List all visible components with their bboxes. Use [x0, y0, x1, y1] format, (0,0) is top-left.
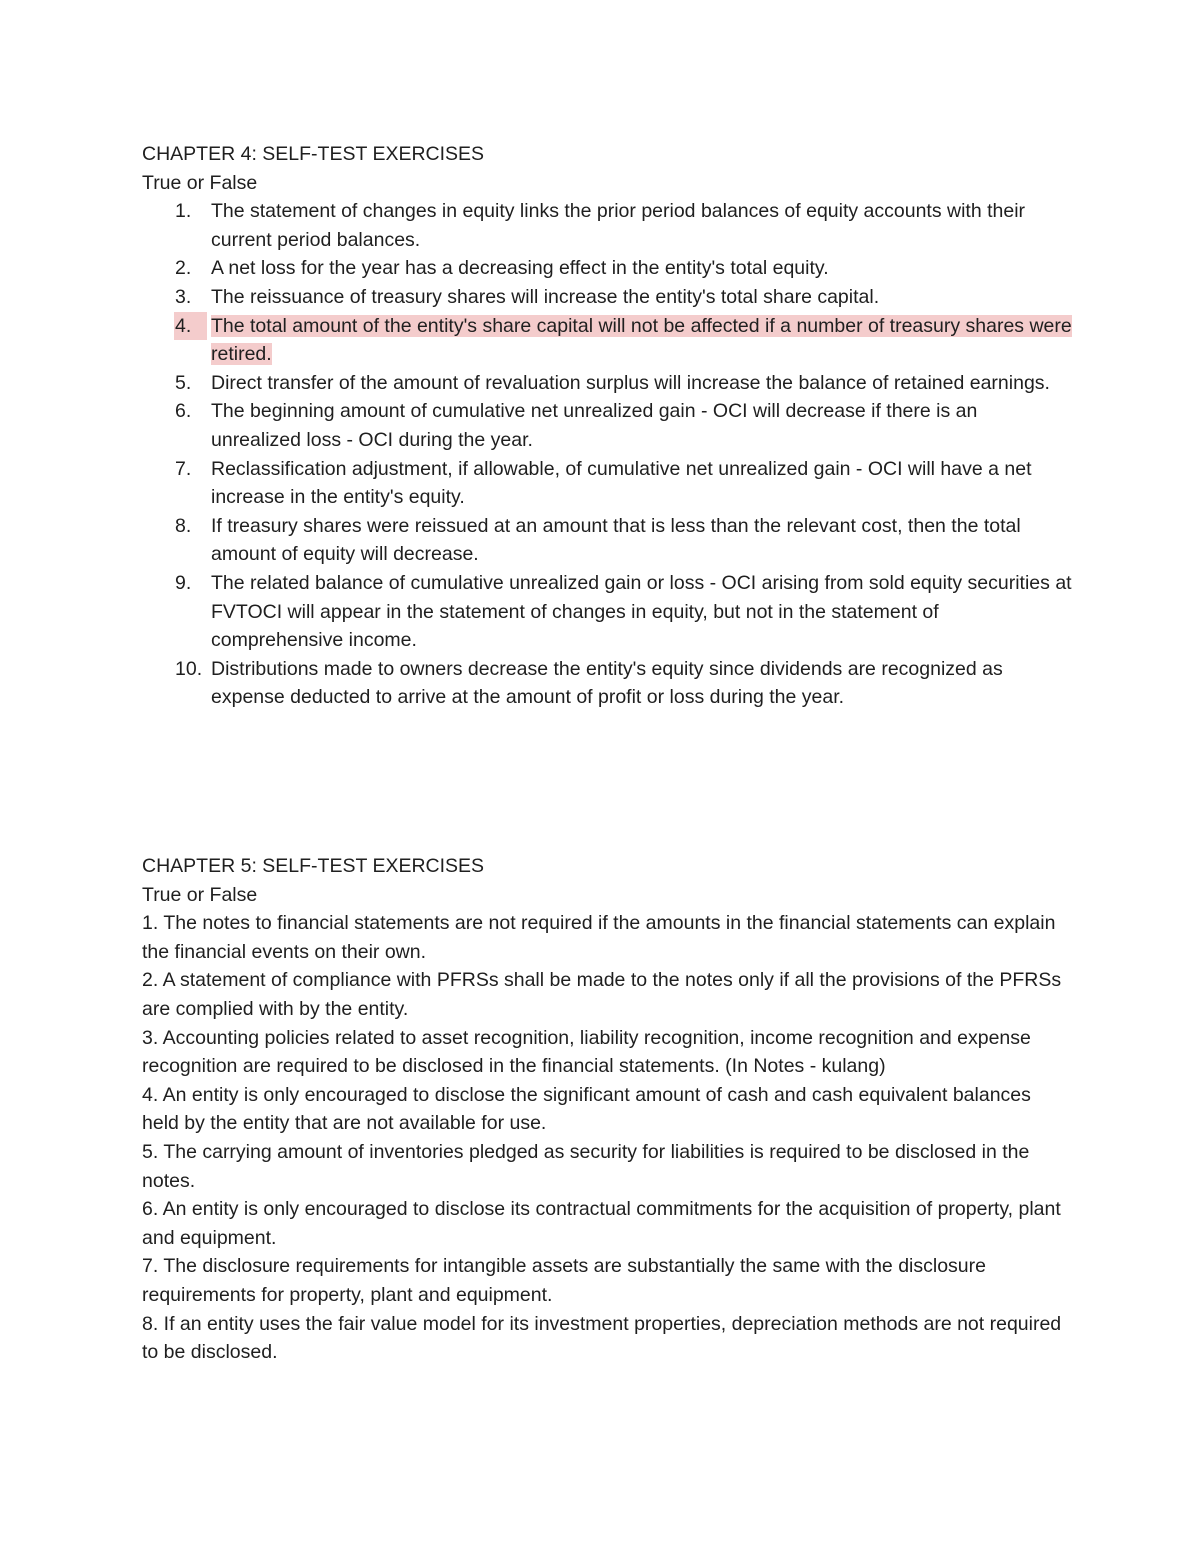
question-text: A net loss for the year has a decreasing effect in the entity's total equity. [211, 257, 829, 280]
list-item-highlighted: 4. The total amount of the entity's share capital will not be affected if a number of treasury shares were retired. [142, 312, 1072, 369]
list-item: 7. Reclassification adjustment, if allowable, of cumulative net unrealized gain - OCI will have a net increase in the entity's equity. [175, 457, 1032, 509]
question-text: The beginning amount of cumulative net unrealized gain - OCI will decrease if there is an unrealized loss - OCI during the year. [211, 400, 978, 451]
list-item: 3. The reissuance of treasury shares will increase the entity's total share capital. [175, 285, 880, 308]
chapter-4-subtitle: True or False [142, 171, 258, 194]
question-text: If treasury shares were reissued at an amount that is less than the relevant cost, then the total amount of equity will decrease. [211, 514, 1021, 566]
list-item: 10. Distributions made to owners decrease the entity's equity since dividends are recognized as expense deducted to arrive at the amount of profit or loss during the year. [175, 657, 1003, 709]
list-item: 9. The related balance of cumulative unrealized gain or loss - OCI arising from sold equity securities at FVTOCI will appear in the statement of changes in equity, but not in the statement of comprehensive income. [175, 571, 1072, 652]
chapter-4-section [142, 140, 1072, 712]
chapter-5-subtitle: True or False [142, 883, 258, 906]
list-item: 6. An entity is only encouraged to disclose its contractual commitments for the acquisition of property, plant and equipment. [142, 1198, 1061, 1249]
list-item: 2. A statement of compliance with PFRSs shall be made to the notes only if all the provisions of the PFRSs are complied with by the entity. [142, 969, 1062, 1020]
list-item: 2. A net loss for the year has a decreasing effect in the entity's total equity. [175, 257, 829, 280]
chapter-4-title: CHAPTER 4: SELF-TEST EXERCISES [142, 143, 485, 165]
list-item: 5. The carrying amount of inventories pledged as security for liabilities is required to be disclosed in the notes. [142, 1140, 1030, 1192]
list-item: 8. If treasury shares were reissued at an amount that is less than the relevant cost, then the total amount of equity will decrease. [175, 514, 1021, 566]
list-item: 5. Direct transfer of the amount of revaluation surplus will increase the balance of retained earnings. [175, 371, 1050, 394]
chapter-4-question-list [142, 197, 1072, 712]
question-text: Direct transfer of the amount of revaluation surplus will increase the balance of retained earnings. [211, 371, 1050, 394]
list-item: 8. If an entity uses the fair value model for its investment properties, depreciation methods are not required to be disclosed. [142, 1312, 1062, 1364]
list-item: 7. The disclosure requirements for intangible assets are substantially the same with the disclosure requirements for property, plant and equipment. [142, 1255, 986, 1306]
question-text: The statement of changes in equity links the prior period balances of equity accounts with their current period balances. [211, 200, 1026, 251]
chapter-5-title: CHAPTER 5: SELF-TEST EXERCISES [142, 855, 485, 877]
list-item: 4. An entity is only encouraged to disclose the significant amount of cash and cash equivalent balances held by the entity that are not available for use. [142, 1083, 1031, 1135]
question-text: The reissuance of treasury shares will increase the entity's total share capital. [211, 285, 880, 308]
list-item: 1. The notes to financial statements are not required if the amounts in the financial statements can explain the financial events on their own. [142, 912, 1056, 963]
list-item: 3. Accounting policies related to asset recognition, liability recognition, income recognition and expense recognition are required to be disclosed in the financial statements. (In Notes - kulang) [142, 1026, 1031, 1078]
question-text: The related balance of cumulative unrealized gain or loss - OCI arising from sold equity securities at FVTOCI will appear in the statement of changes in equity, but not in the statement of comprehensive income. [211, 571, 1072, 652]
list-item: 1. The statement of changes in equity links the prior period balances of equity accounts with their current period balances. [175, 200, 1026, 251]
chapter-5-section [142, 852, 1072, 1367]
question-text: Distributions made to owners decrease the entity's equity since dividends are recognized as expense deducted to arrive at the amount of profit or loss during the year. [211, 657, 1003, 709]
question-text: Reclassification adjustment, if allowable, of cumulative net unrealized gain - OCI will have a net increase in the entity's equity. [211, 457, 1032, 509]
list-item: 6. The beginning amount of cumulative net unrealized gain - OCI will decrease if there is an unrealized loss - OCI during the year. [175, 400, 978, 451]
highlighted-question-text: The total amount of the entity's share capital will not be affected if a number of treasury shares were retired. [211, 314, 1072, 366]
